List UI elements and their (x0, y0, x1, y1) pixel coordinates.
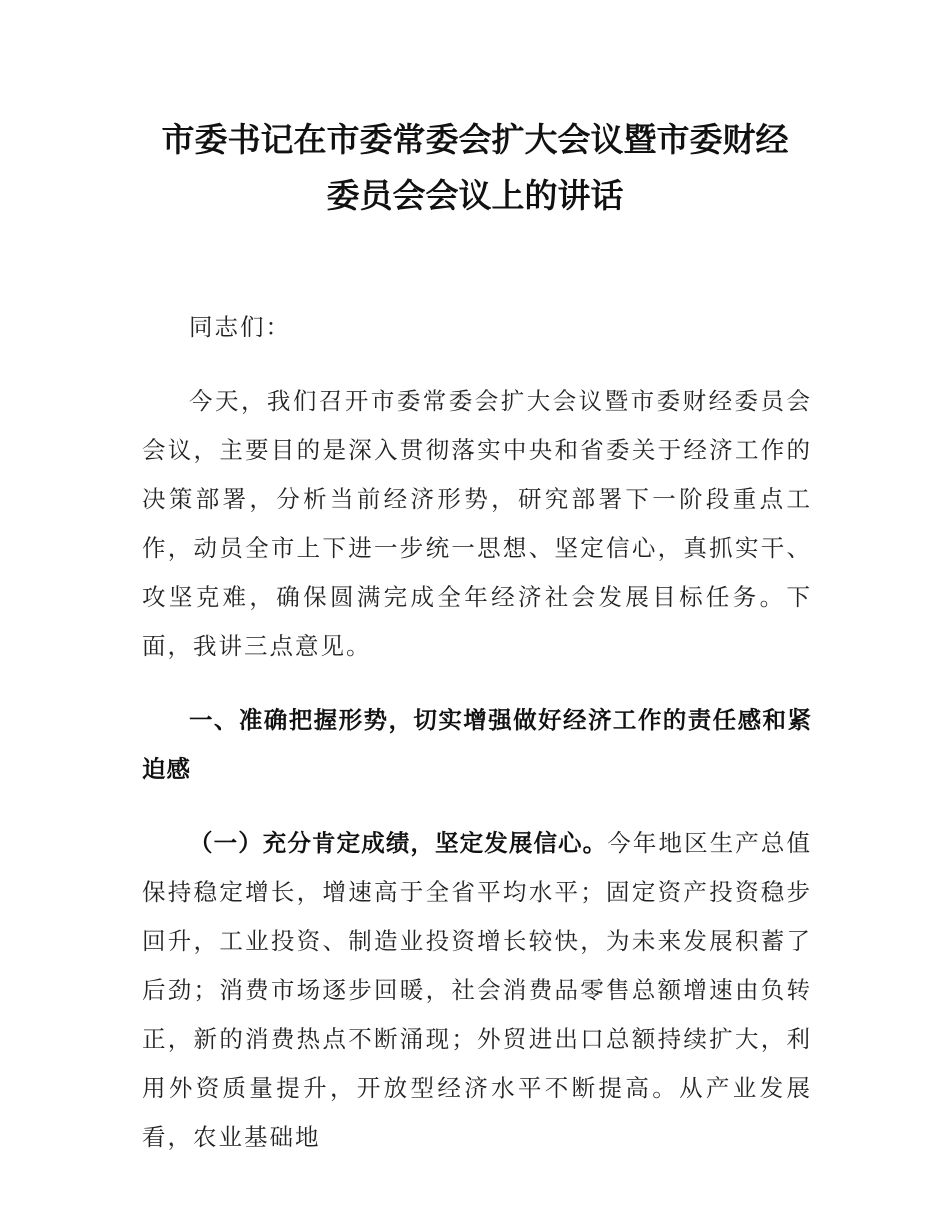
title-line-2: 委员会会议上的讲话 (326, 176, 624, 215)
subheading-1: （一）充分肯定成绩，坚定发展信心。 (189, 829, 608, 857)
title-line-1: 市委书记在市委常委会扩大会议暨市委财经 (161, 120, 789, 159)
document-title (100, 112, 850, 224)
paragraph-achievements-text: 今年地区生产总值保持稳定增长，增速高于全省平均水平；固定资产投资稳步回升，工业投资、制造业投资增长较快，为未来发展积蓄了后劲；消费市场逐步回暖，社会消费品零售总额增速由负转正，新的消费热点不断涌现；外贸进出口总额持续扩大，利用外资质量提升，开放型经济水平不断提高。从产业发展看，农业基础地 (142, 829, 813, 1151)
paragraph-achievements (142, 819, 812, 1162)
document-body (142, 303, 812, 1162)
salutation: 同志们： (189, 313, 291, 341)
section-heading-1: 一、准确把握形势，切实增强做好经济工作的责任感和紧迫感 (142, 706, 812, 783)
paragraph-opening: 今天，我们召开市委常委会扩大会议暨市委财经委员会会议，主要目的是深入贯彻落实中央和省委关于经济工作的决策部署，分析当前经济形势，研究部署下一阶段重点工作，动员全市上下进一步统一思想、坚定信心，真抓实干、攻坚克难，确保圆满完成全年经济社会发展目标任务。下面，我讲三点意见。 (142, 387, 812, 660)
